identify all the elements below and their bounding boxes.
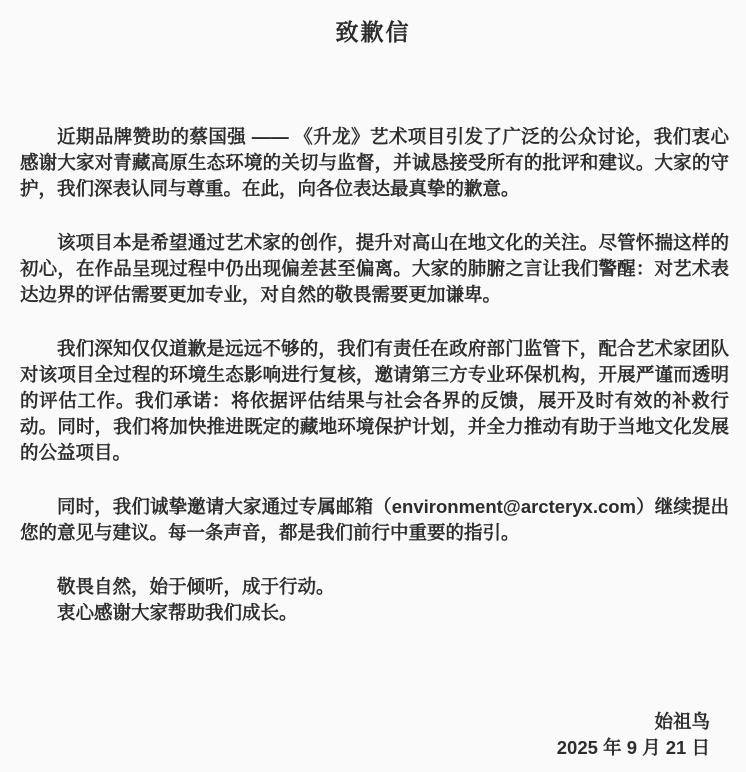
closing-line-motto: 敬畏自然，始于倾听，成于行动。: [57, 576, 335, 597]
paragraph-actions: 我们深知仅仅道歉是远远不够的，我们有责任在政府部门监管下，配合艺术家团队对该项目全过程的环境生态影响进行复核，邀请第三方专业环保机构，开展严谨而透明的评估工作。我们承诺：将依据评估结果与社会各界的反馈，展开及时有效的补救行动。同时，我们将加快推进既定的藏地环境保护计划，并全力推动有助于当地文化发展的公益项目。: [20, 338, 729, 463]
letter-body: [0, 48, 746, 761]
paragraph-reflection: 该项目本是希望通过艺术家的创作，提升对高山在地文化的关注。尽管怀揣这样的初心，在作品呈现过程中仍出现偏差甚至偏离。大家的肺腑之言让我们警醒：对艺术表达边界的评估需要更加专业，对自然的敬畏需要更加谦卑。: [20, 232, 729, 305]
signature-block: [20, 709, 729, 761]
paragraph-contact: 同时，我们诚挚邀请大家通过专属邮箱（environment@arcteryx.com）继续提出您的意见与建议。每一条声音，都是我们前行中重要的指引。: [20, 496, 729, 543]
signature-name: 始祖鸟: [654, 711, 710, 732]
paragraph-intro: 近期品牌赞助的蔡国强 —— 《升龙》艺术项目引发了广泛的公众讨论，我们衷心感谢大家对青藏高原生态环境的关切与监督，并诚恳接受所有的批评和建议。大家的守护，我们深表认同与尊重。在此，向各位表达最真挚的歉意。: [20, 126, 729, 199]
closing-line-thanks: 衷心感谢大家帮助我们成长。: [57, 602, 298, 623]
letter-title: 致歉信: [335, 19, 411, 45]
signature-date: 2025 年 9 月 21 日: [556, 737, 710, 758]
closing-lines: [20, 574, 729, 626]
